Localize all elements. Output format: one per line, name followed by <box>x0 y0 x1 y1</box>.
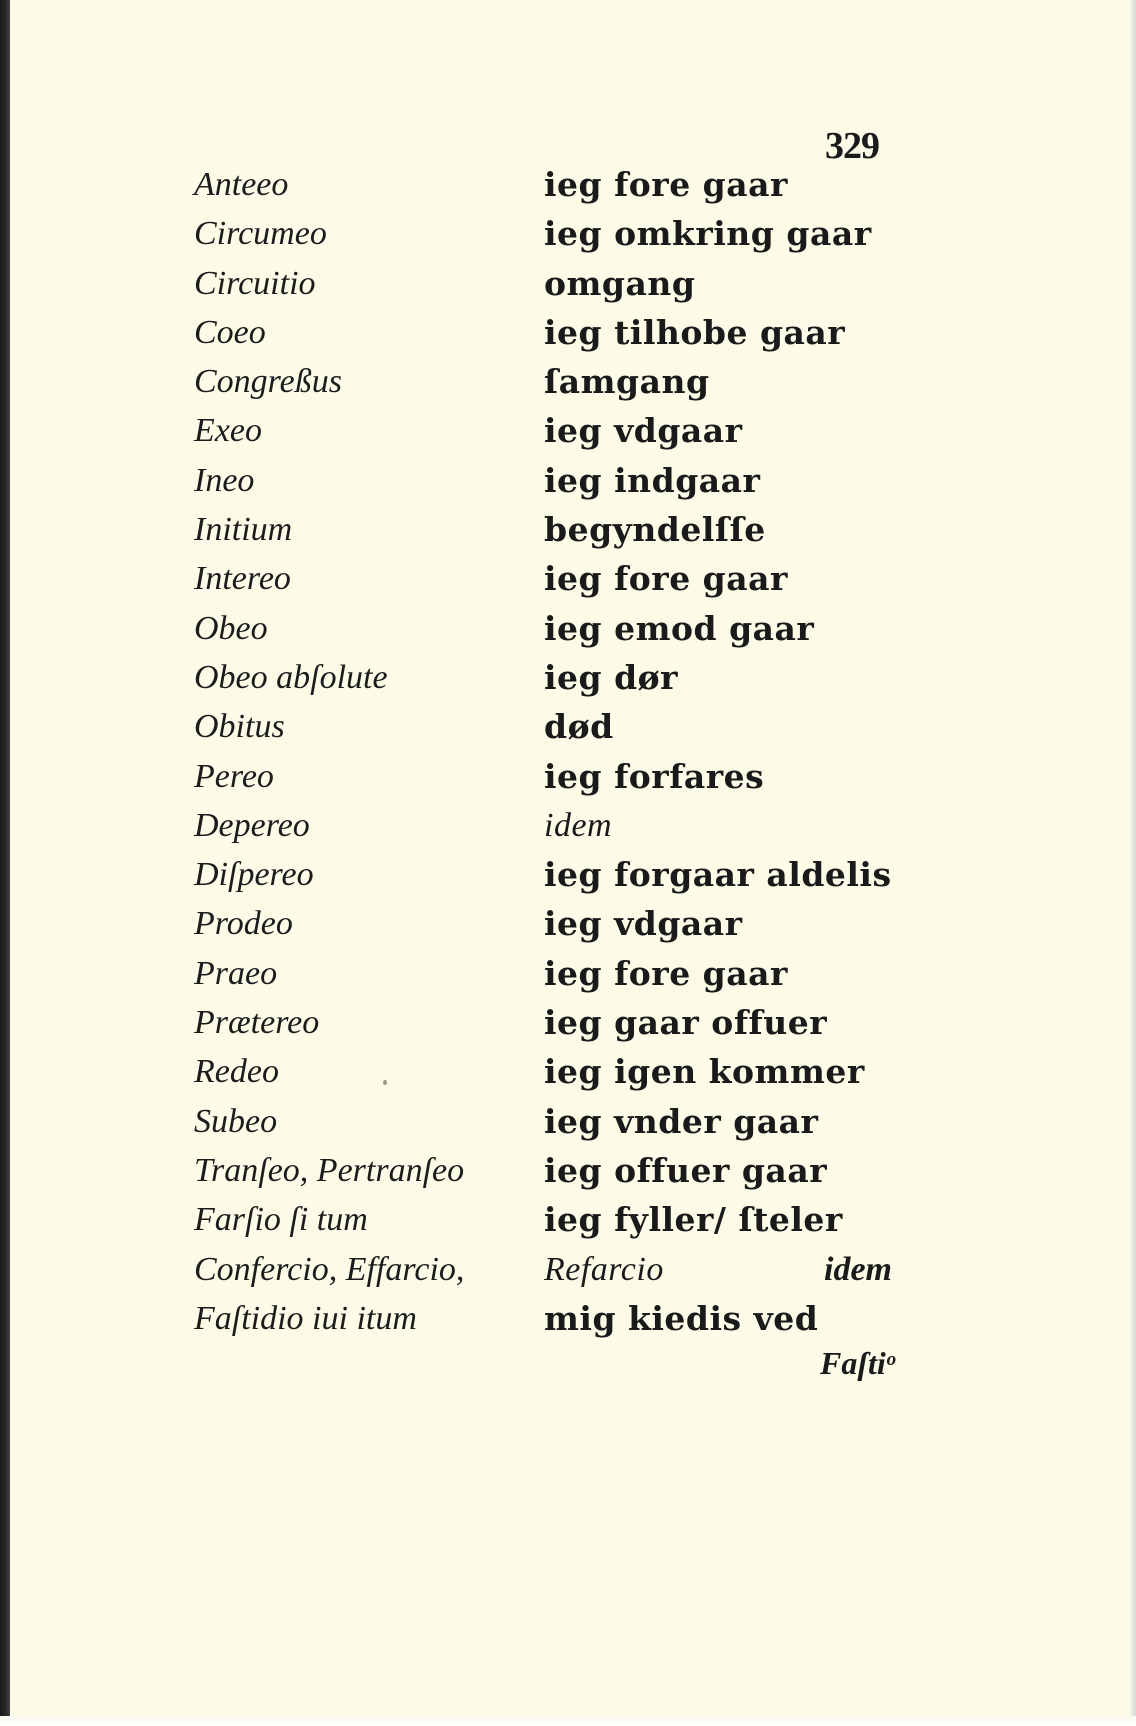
latin-term: Obeo abſolute <box>194 658 388 696</box>
glossary-row <box>194 160 954 209</box>
glossary-row <box>194 1097 954 1146</box>
scan-edge-left <box>0 0 10 1726</box>
danish-gloss: omgang <box>544 263 696 303</box>
latin-continuation: Refarcio <box>544 1250 664 1288</box>
latin-term: Ineo <box>194 461 255 499</box>
glossary-row <box>194 1047 954 1096</box>
danish-gloss: ieg fore gaar <box>544 559 788 599</box>
danish-gloss: ieg fyller/ ſteler <box>544 1200 843 1240</box>
latin-term: Obitus <box>194 708 285 746</box>
latin-term: Prætereo <box>194 1004 320 1042</box>
danish-gloss: ieg forgaar aldelis <box>544 855 892 895</box>
catchword: Faſtiᵒ <box>820 1345 896 1381</box>
glossary-row <box>194 1294 954 1343</box>
danish-gloss: død <box>544 707 614 747</box>
danish-gloss: idem <box>544 806 613 844</box>
danish-gloss: ieg tilhobe gaar <box>544 312 846 352</box>
glossary-entries <box>194 160 954 1343</box>
glossary-row <box>194 209 954 258</box>
glossary-row <box>194 702 954 751</box>
latin-term: Anteeo <box>194 166 289 203</box>
glossary-row <box>194 554 954 603</box>
glossary-row <box>194 456 954 505</box>
glossary-row <box>194 406 954 455</box>
latin-term: Obeo <box>194 609 268 647</box>
glossary-row <box>194 801 954 850</box>
latin-term: Circuitio <box>194 264 316 302</box>
glossary-row <box>194 752 954 801</box>
danish-gloss: ieg forfares <box>544 756 765 796</box>
scan-edge-bottom <box>0 1716 1136 1726</box>
glossary-row <box>194 505 954 554</box>
danish-gloss: ieg gaar offuer <box>544 1003 828 1043</box>
danish-gloss: mig kiedis ved <box>544 1298 819 1338</box>
latin-term: Farſio ſi tum <box>194 1201 368 1239</box>
latin-term: Circumeo <box>194 215 327 253</box>
latin-term: Coeo <box>194 313 266 351</box>
latin-term: Initium <box>194 511 293 549</box>
glossary-row <box>194 998 954 1047</box>
latin-term: Exeo <box>194 412 262 450</box>
danish-gloss: ſamgang <box>544 362 710 402</box>
danish-gloss: ieg vnder gaar <box>544 1101 819 1141</box>
danish-gloss: ieg vdgaar <box>544 411 743 451</box>
latin-term: Redeo <box>194 1053 279 1091</box>
glossary-row <box>194 1146 954 1195</box>
danish-gloss: ieg fore gaar <box>544 165 788 204</box>
latin-term: Faſtidio iui itum <box>194 1299 417 1337</box>
ink-speck <box>383 1080 387 1085</box>
danish-gloss: ieg omkring gaar <box>544 214 872 254</box>
danish-gloss: ieg offuer gaar <box>544 1150 828 1190</box>
glossary-row <box>194 653 954 702</box>
glossary-row <box>194 259 954 308</box>
latin-term: Diſpereo <box>194 856 314 894</box>
glossary-row <box>194 357 954 406</box>
danish-gloss: ieg igen kommer <box>544 1052 865 1092</box>
latin-term: Pereo <box>194 757 274 795</box>
latin-term: Depereo <box>194 806 310 844</box>
glossary-row <box>194 850 954 899</box>
glossary-row <box>194 1245 954 1294</box>
danish-gloss: begyndelſſe <box>544 510 766 550</box>
danish-gloss: ieg vdgaar <box>544 904 743 944</box>
latin-term: Congreßus <box>194 363 342 401</box>
latin-term: Confercio, Effarcio, <box>194 1250 465 1288</box>
latin-term: Intereo <box>194 560 291 598</box>
glossary-row <box>194 899 954 948</box>
page-number: 329 <box>825 125 879 167</box>
danish-gloss: ieg indgaar <box>544 460 761 500</box>
latin-term: Praeo <box>194 954 278 992</box>
latin-term: Subeo <box>194 1102 278 1140</box>
glossary-row <box>194 308 954 357</box>
danish-gloss: ieg emod gaar <box>544 608 815 648</box>
glossary-row <box>194 1195 954 1244</box>
scan-edge-right <box>1130 0 1136 1726</box>
danish-gloss: ieg fore gaar <box>544 953 788 993</box>
latin-term: Prodeo <box>194 905 293 943</box>
glossary-row <box>194 604 954 653</box>
latin-term: Tranſeo, Pertranſeo <box>194 1151 465 1189</box>
danish-gloss: ieg dør <box>544 657 679 697</box>
idem-gloss: idem <box>824 1250 892 1288</box>
glossary-row <box>194 949 954 998</box>
